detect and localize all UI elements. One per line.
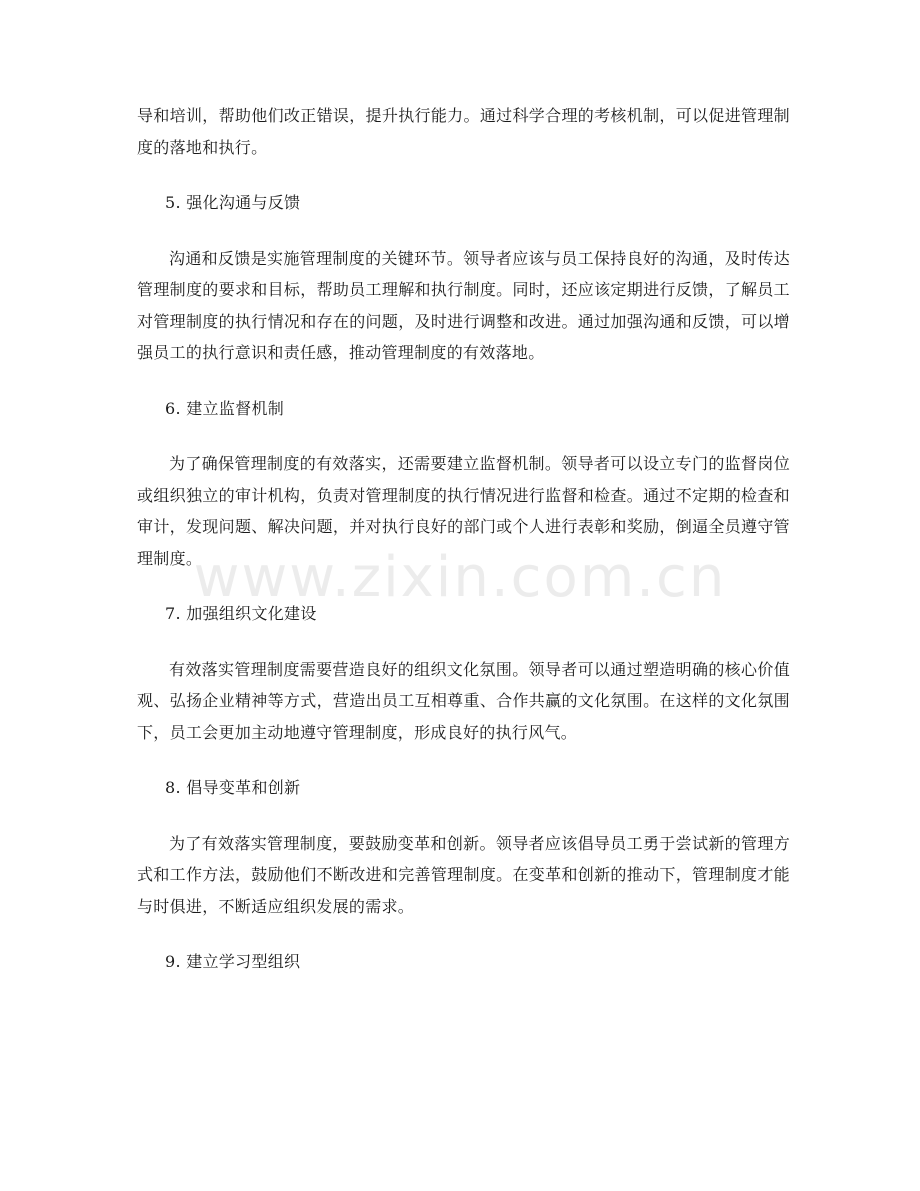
paragraph-section-5: 沟通和反馈是实施管理制度的关键环节。领导者应该与员工保持良好的沟通，及时传达管理制度的要求和目标，帮助员工理解和执行制度。同时，还应该定期进行反馈，了解员工对管理制度的执行情况和存在的问题，及时进行调整和改进。通过加强沟通和反馈，可以增强员工的执行意识和责任感，推动管理制度的有效落地。 — [137, 248, 790, 362]
paragraph-section-6: 为了确保管理制度的有效落实，还需要建立监督机制。领导者可以设立专门的监督岗位或组织独立的审计机构，负责对管理制度的执行情况进行监督和检查。通过不定期的检查和审计，发现问题、解决问题，并对执行良好的部门或个人进行表彰和奖励，倒逼全员遵守管理制度。 — [137, 454, 790, 568]
section-heading-5: 5. 强化沟通与反馈 — [165, 193, 301, 212]
paragraph-intro: 导和培训，帮助他们改正错误，提升执行能力。通过科学合理的考核机制，可以促进管理制度的落地和执行。 — [137, 106, 790, 157]
paragraph-section-8: 为了有效落实管理制度，要鼓励变革和创新。领导者应该倡导员工勇于尝试新的管理方式和工作方法，鼓励他们不断改进和完善管理制度。在变革和创新的推动下，管理制度才能与时俱进，不断适应组织发展的需求。 — [137, 833, 790, 916]
paragraph-section-7: 有效落实管理制度需要营造良好的组织文化氛围。领导者可以通过塑造明确的核心价值观、弘扬企业精神等方式，营造出员工互相尊重、合作共赢的文化氛围。在这样的文化氛围下，员工会更加主动地遵守管理制度，形成良好的执行风气。 — [137, 659, 790, 742]
section-heading-6: 6. 建立监督机制 — [165, 398, 285, 418]
document-body — [137, 100, 790, 978]
section-heading-9: 9. 建立学习型组织 — [165, 952, 301, 971]
section-heading-7: 7. 加强组织文化建设 — [165, 604, 317, 623]
section-heading-8: 8. 倡导变革和创新 — [165, 778, 301, 797]
watermark: www.zixin.com.cn — [193, 545, 727, 610]
